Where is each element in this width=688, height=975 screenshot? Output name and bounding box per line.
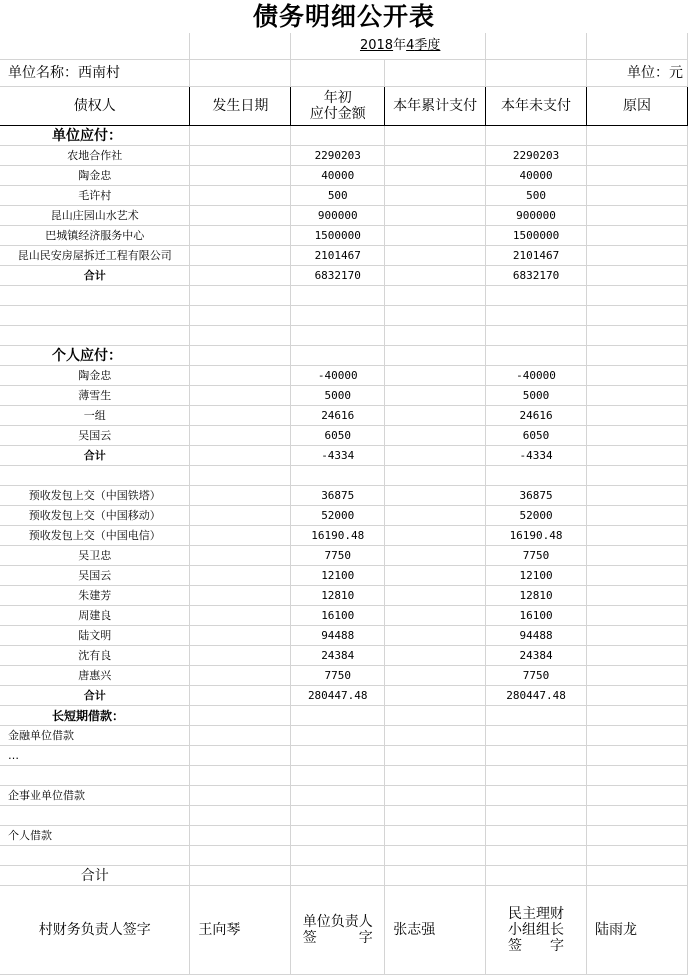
unpaid-amount: 900000 (486, 206, 587, 226)
paid-amount (385, 246, 486, 266)
creditor-name: 沈有良 (0, 646, 190, 666)
total-label: 合计 (0, 686, 190, 706)
creditor-name: 一组 (0, 406, 190, 426)
empty-cell (587, 746, 688, 766)
table-row (0, 626, 688, 646)
empty-cell (385, 866, 486, 886)
unpaid-amount: 7750 (486, 666, 587, 686)
empty-cell (0, 33, 190, 60)
table-row (0, 546, 688, 566)
reason-cell (587, 646, 688, 666)
unpaid-amount: 500 (486, 186, 587, 206)
unpaid-amount: 16190.48 (486, 526, 587, 546)
empty-cell (486, 286, 587, 306)
date-cell (190, 186, 291, 206)
reason-cell (587, 146, 688, 166)
empty-cell (190, 786, 291, 806)
paid-amount (385, 386, 486, 406)
empty-cell (486, 846, 587, 866)
table-row (0, 186, 688, 206)
empty-cell (190, 126, 291, 146)
reason-cell (587, 666, 688, 686)
empty-row (0, 806, 688, 826)
total-initial: 6832170 (291, 266, 385, 286)
empty-cell (486, 726, 587, 746)
paid-amount (385, 366, 486, 386)
paid-amount (385, 426, 486, 446)
paid-amount (385, 486, 486, 506)
table-row (0, 526, 688, 546)
empty-cell (291, 286, 385, 306)
table-row (0, 666, 688, 686)
empty-cell (587, 466, 688, 486)
empty-cell (587, 33, 688, 60)
unpaid-amount: 2101467 (486, 246, 587, 266)
committee-signature-label: 民主理财 小组组长 签 字 (486, 886, 587, 975)
header-row (0, 87, 688, 126)
empty-cell (0, 806, 190, 826)
unpaid-amount: -40000 (486, 366, 587, 386)
loan-row (0, 746, 688, 766)
empty-cell (385, 766, 486, 786)
empty-row (0, 326, 688, 346)
table-row (0, 166, 688, 186)
period-quarter-suffix: 季度 (414, 38, 441, 53)
initial-amount: 900000 (291, 206, 385, 226)
unpaid-amount: 7750 (486, 546, 587, 566)
finance-signature-name: 王向琴 (190, 886, 291, 975)
empty-cell (486, 346, 587, 366)
empty-cell (587, 866, 688, 886)
empty-cell (385, 126, 486, 146)
paid-amount (385, 586, 486, 606)
empty-cell (587, 306, 688, 326)
table-row (0, 566, 688, 586)
table-row (0, 366, 688, 386)
creditor-name: 预收发包上交（中国移动） (0, 506, 190, 526)
initial-amount: 16100 (291, 606, 385, 626)
unpaid-amount: 36875 (486, 486, 587, 506)
empty-cell (385, 326, 486, 346)
reason-cell (587, 386, 688, 406)
paid-amount (385, 526, 486, 546)
unpaid-amount: 52000 (486, 506, 587, 526)
empty-cell (190, 60, 291, 87)
empty-cell (291, 806, 385, 826)
unit-info-row (0, 60, 688, 87)
reason-cell (587, 586, 688, 606)
total-row (0, 446, 688, 466)
paid-amount (385, 446, 486, 466)
date-cell (190, 666, 291, 686)
section-loans: 长短期借款： (0, 706, 190, 726)
unpaid-amount: 24384 (486, 646, 587, 666)
initial-amount: 12810 (291, 586, 385, 606)
empty-cell (190, 306, 291, 326)
reason-cell (587, 426, 688, 446)
empty-cell (385, 466, 486, 486)
empty-cell (190, 826, 291, 846)
date-cell (190, 546, 291, 566)
signature-row (0, 886, 688, 975)
date-cell (190, 206, 291, 226)
empty-cell (385, 806, 486, 826)
paid-amount (385, 166, 486, 186)
initial-amount: 7750 (291, 546, 385, 566)
empty-cell (190, 706, 291, 726)
creditor-name: 昆山庄园山水艺术 (0, 206, 190, 226)
period-year: 2018 (359, 38, 394, 53)
empty-cell (0, 286, 190, 306)
unpaid-amount: 1500000 (486, 226, 587, 246)
reason-cell (587, 226, 688, 246)
empty-cell (190, 326, 291, 346)
creditor-name: 陶金忠 (0, 166, 190, 186)
empty-cell (190, 846, 291, 866)
committee-signature-name: 陆雨龙 (587, 886, 688, 975)
empty-cell (486, 866, 587, 886)
empty-cell (190, 866, 291, 886)
date-cell (190, 246, 291, 266)
initial-amount: 52000 (291, 506, 385, 526)
empty-cell (486, 706, 587, 726)
empty-cell (291, 746, 385, 766)
creditor-name: 朱建芳 (0, 586, 190, 606)
empty-cell (291, 766, 385, 786)
unpaid-amount: 2290203 (486, 146, 587, 166)
unpaid-amount: 12810 (486, 586, 587, 606)
date-cell (190, 586, 291, 606)
initial-amount: 24384 (291, 646, 385, 666)
loan-enterprise: 企事业单位借款 (0, 786, 190, 806)
date-cell (190, 686, 291, 706)
empty-cell (486, 306, 587, 326)
period-row (0, 33, 688, 60)
empty-cell (486, 786, 587, 806)
reason-cell (587, 686, 688, 706)
unpaid-amount: 94488 (486, 626, 587, 646)
creditor-name: 预收发包上交（中国电信） (0, 526, 190, 546)
date-cell (190, 146, 291, 166)
date-cell (190, 226, 291, 246)
creditor-name: 周建良 (0, 606, 190, 626)
empty-cell (587, 706, 688, 726)
total-initial: -4334 (291, 446, 385, 466)
initial-amount: 500 (291, 186, 385, 206)
initial-amount: 16190.48 (291, 526, 385, 546)
total-row (0, 686, 688, 706)
creditor-name: 吴国云 (0, 426, 190, 446)
empty-cell (587, 786, 688, 806)
empty-cell (385, 726, 486, 746)
empty-cell (587, 286, 688, 306)
table-row (0, 246, 688, 266)
column-header: 本年累计支付 (385, 87, 486, 126)
reason-cell (587, 266, 688, 286)
empty-cell (291, 60, 385, 87)
empty-cell (0, 766, 190, 786)
date-cell (190, 566, 291, 586)
creditor-name: 巴城镇经济服务中心 (0, 226, 190, 246)
column-header: 发生日期 (190, 87, 291, 126)
empty-row (0, 766, 688, 786)
empty-cell (291, 466, 385, 486)
creditor-name: 陆文明 (0, 626, 190, 646)
empty-cell (486, 33, 587, 60)
table-row (0, 386, 688, 406)
loan-row (0, 826, 688, 846)
unit-head-signature-name: 张志强 (385, 886, 486, 975)
paid-amount (385, 666, 486, 686)
paid-amount (385, 626, 486, 646)
empty-row (0, 846, 688, 866)
reason-cell (587, 546, 688, 566)
creditor-name: 昆山民安房屋拆迁工程有限公司 (0, 246, 190, 266)
empty-cell (587, 766, 688, 786)
reason-cell (587, 366, 688, 386)
empty-cell (291, 306, 385, 326)
table-row (0, 206, 688, 226)
empty-cell (486, 766, 587, 786)
empty-cell (291, 866, 385, 886)
paid-amount (385, 186, 486, 206)
empty-cell (291, 786, 385, 806)
loan-row (0, 786, 688, 806)
unit-head-signature-label: 单位负责人 签 字 (291, 886, 385, 975)
table-row (0, 146, 688, 166)
unpaid-amount: 6050 (486, 426, 587, 446)
empty-cell (385, 60, 486, 87)
date-cell (190, 506, 291, 526)
empty-cell (190, 286, 291, 306)
reason-cell (587, 406, 688, 426)
date-cell (190, 266, 291, 286)
empty-cell (190, 806, 291, 826)
date-cell (190, 366, 291, 386)
creditor-name: 毛许村 (0, 186, 190, 206)
loan-row (0, 726, 688, 746)
empty-cell (587, 326, 688, 346)
paid-amount (385, 146, 486, 166)
reason-cell (587, 626, 688, 646)
column-header: 年初 应付金额 (291, 87, 385, 126)
section-unit-payable: 单位应付： (0, 126, 190, 146)
column-header: 债权人 (0, 87, 190, 126)
empty-cell (587, 126, 688, 146)
section-personal-payable: 个人应付： (0, 346, 190, 366)
empty-cell (486, 826, 587, 846)
column-header: 原因 (587, 87, 688, 126)
unpaid-amount: 5000 (486, 386, 587, 406)
empty-cell (190, 746, 291, 766)
debt-detail-table (0, 33, 688, 975)
creditor-name: 吴卫忠 (0, 546, 190, 566)
table-row (0, 226, 688, 246)
finance-signature-label: 村财务负责人签字 (0, 886, 190, 975)
empty-cell (486, 746, 587, 766)
reason-cell (587, 566, 688, 586)
empty-cell (291, 726, 385, 746)
empty-cell (291, 846, 385, 866)
empty-cell (385, 306, 486, 326)
unpaid-amount: 24616 (486, 406, 587, 426)
paid-amount (385, 226, 486, 246)
paid-amount (385, 206, 486, 226)
table-row (0, 646, 688, 666)
empty-cell (0, 326, 190, 346)
paid-amount (385, 686, 486, 706)
empty-cell (0, 306, 190, 326)
creditor-name: 农地合作社 (0, 146, 190, 166)
column-header: 本年未支付 (486, 87, 587, 126)
empty-cell (486, 806, 587, 826)
initial-amount: 7750 (291, 666, 385, 686)
empty-cell (385, 846, 486, 866)
total-row (0, 266, 688, 286)
period-quarter: 4 (406, 38, 415, 53)
period-label (291, 33, 486, 60)
date-cell (190, 406, 291, 426)
empty-cell (587, 826, 688, 846)
empty-cell (385, 826, 486, 846)
unit-name: 单位名称：西南村 (0, 60, 190, 87)
total-initial: 280447.48 (291, 686, 385, 706)
reason-cell (587, 206, 688, 226)
reason-cell (587, 246, 688, 266)
empty-cell (291, 326, 385, 346)
creditor-name: 陶金忠 (0, 366, 190, 386)
empty-cell (0, 466, 190, 486)
date-cell (190, 646, 291, 666)
creditor-name: 预收发包上交（中国铁塔） (0, 486, 190, 506)
loan-personal: 个人借款 (0, 826, 190, 846)
empty-cell (587, 346, 688, 366)
reason-cell (587, 166, 688, 186)
table-row (0, 586, 688, 606)
creditor-name: 薄雪生 (0, 386, 190, 406)
empty-cell (486, 60, 587, 87)
period-year-suffix: 年 (393, 38, 407, 53)
date-cell (190, 446, 291, 466)
unpaid-amount: 40000 (486, 166, 587, 186)
initial-amount: 6050 (291, 426, 385, 446)
unpaid-amount: 16100 (486, 606, 587, 626)
empty-cell (190, 766, 291, 786)
date-cell (190, 486, 291, 506)
empty-cell (190, 33, 291, 60)
reason-cell (587, 526, 688, 546)
total-unpaid: 280447.48 (486, 686, 587, 706)
empty-cell (587, 726, 688, 746)
date-cell (190, 166, 291, 186)
table-row (0, 406, 688, 426)
final-total-row (0, 866, 688, 886)
section-loans-row (0, 706, 688, 726)
total-label: 合计 (0, 446, 190, 466)
final-total-label: 合计 (0, 866, 190, 886)
unit-label: 单位：元 (587, 60, 688, 87)
initial-amount: -40000 (291, 366, 385, 386)
reason-cell (587, 186, 688, 206)
paid-amount (385, 566, 486, 586)
paid-amount (385, 546, 486, 566)
empty-row (0, 306, 688, 326)
empty-row (0, 466, 688, 486)
initial-amount: 2290203 (291, 146, 385, 166)
date-cell (190, 626, 291, 646)
section-unit-payable-row (0, 126, 688, 146)
date-cell (190, 426, 291, 446)
empty-cell (385, 706, 486, 726)
initial-amount: 1500000 (291, 226, 385, 246)
initial-amount: 2101467 (291, 246, 385, 266)
date-cell (190, 526, 291, 546)
empty-cell (291, 826, 385, 846)
initial-amount: 12100 (291, 566, 385, 586)
empty-cell (291, 126, 385, 146)
unpaid-amount: 12100 (486, 566, 587, 586)
initial-amount: 24616 (291, 406, 385, 426)
table-row (0, 606, 688, 626)
total-unpaid: -4334 (486, 446, 587, 466)
loan-ellipsis: … (0, 746, 190, 766)
initial-amount: 40000 (291, 166, 385, 186)
reason-cell (587, 446, 688, 466)
table-row (0, 506, 688, 526)
empty-cell (587, 846, 688, 866)
empty-cell (190, 466, 291, 486)
empty-cell (190, 726, 291, 746)
loan-financial: 金融单位借款 (0, 726, 190, 746)
total-label: 合计 (0, 266, 190, 286)
empty-cell (385, 346, 486, 366)
table-row (0, 486, 688, 506)
empty-cell (486, 126, 587, 146)
table-row (0, 426, 688, 446)
empty-cell (587, 806, 688, 826)
paid-amount (385, 646, 486, 666)
paid-amount (385, 266, 486, 286)
page-title: 债务明细公开表 (252, 2, 435, 31)
paid-amount (385, 406, 486, 426)
empty-cell (190, 346, 291, 366)
empty-cell (385, 286, 486, 306)
date-cell (190, 386, 291, 406)
empty-cell (486, 326, 587, 346)
section-personal-payable-row (0, 346, 688, 366)
empty-cell (385, 786, 486, 806)
creditor-name: 吴国云 (0, 566, 190, 586)
empty-cell (385, 746, 486, 766)
paid-amount (385, 606, 486, 626)
empty-cell (486, 466, 587, 486)
total-unpaid: 6832170 (486, 266, 587, 286)
empty-row (0, 286, 688, 306)
reason-cell (587, 506, 688, 526)
paid-amount (385, 506, 486, 526)
empty-cell (0, 846, 190, 866)
empty-cell (291, 706, 385, 726)
initial-amount: 5000 (291, 386, 385, 406)
empty-cell (291, 346, 385, 366)
initial-amount: 94488 (291, 626, 385, 646)
initial-amount: 36875 (291, 486, 385, 506)
reason-cell (587, 486, 688, 506)
creditor-name: 唐惠兴 (0, 666, 190, 686)
reason-cell (587, 606, 688, 626)
date-cell (190, 606, 291, 626)
